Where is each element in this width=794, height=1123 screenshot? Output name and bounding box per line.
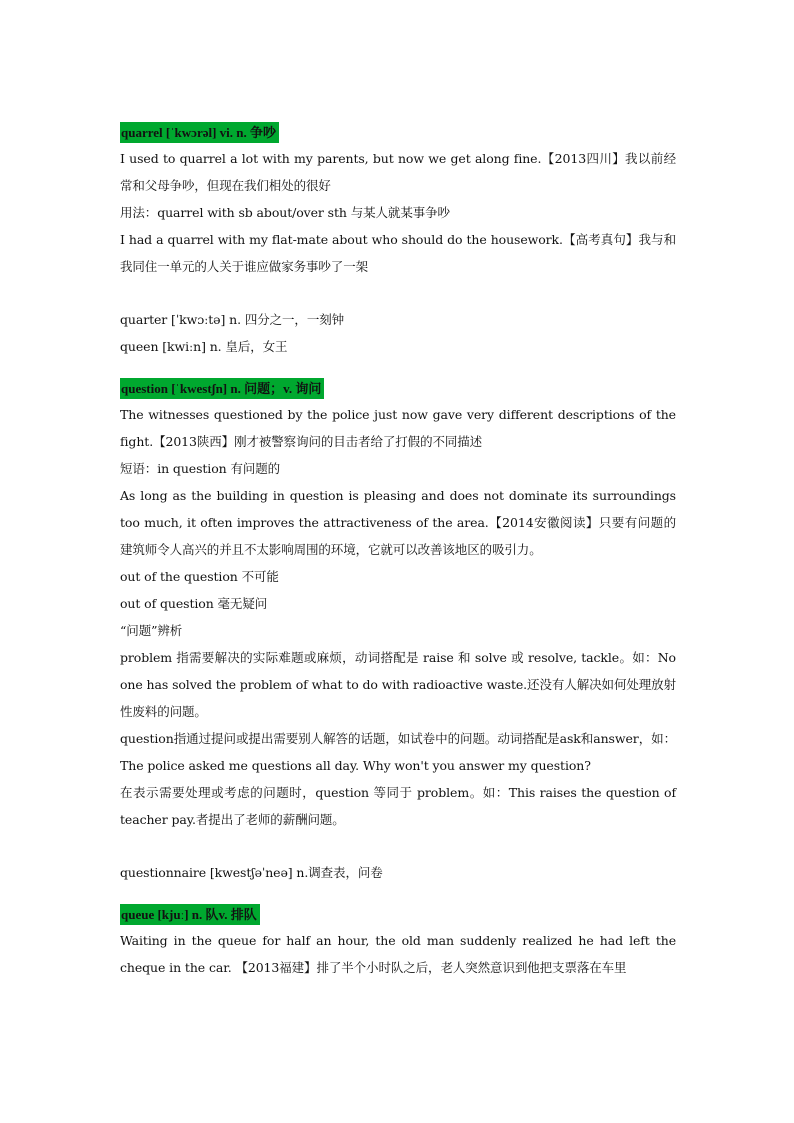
entry-question-header [120,375,676,401]
question-phrase-out-of-the-question: out of the question 不可能 [120,569,279,584]
entry-quarrel-header [120,119,676,145]
question-distinction-title: “问题”辨析 [120,623,183,638]
question-phrase-out-of-question: out of question 毫无疑问 [120,596,268,611]
question-phrase-label: 短语：in question 有问题的 [120,461,281,476]
question-distinction-problem: problem 指需要解决的实际难题或麻烦，动词搭配是 raise 和 solve 或 resolve, tackle。如：No one has solved the problem of what to do with radioactive waste.还没有人解决如何处理放射性废料的问题。 [120,650,676,719]
quarrel-example-2: I had a quarrel with my flat-mate about who should do the housework.【高考真句】我与和我同住一单元的人关于谁应做家务事吵了一架 [120,232,676,274]
headword-question: question [ˈkwestʃn] n. 问题；v. 询问 [120,378,324,399]
question-distinction-question: question指通过提问或提出需要别人解答的话题，如试卷中的问题。动词搭配是ask和answer，如：The police asked me questions all day. Why won't you answer my question? [120,731,676,773]
entry-quarter: quarter [ˈkwɔːtə] n. 四分之一，一刻钟 [120,312,345,327]
question-example-2: As long as the building in question is pleasing and does not dominate its surroundings too much, it often improves the attractiveness of the area.【2014安徽阅读】只要有问题的建筑师令人高兴的并且不太影响周围的环境，它就可以改善该地区的吸引力。 [120,488,676,557]
question-distinction-equivalence: 在表示需要处理或考虑的问题时，question 等同于 problem。如：This raises the question of teacher pay.者提出了老师的薪酬问题。 [120,785,676,827]
dictionary-content [120,119,676,981]
quarrel-usage: 用法：quarrel with sb about/over sth 与某人就某事争吵 [120,205,450,220]
entry-questionnaire: questionnaire [kwestʃəˈneə] n.调查表，问卷 [120,865,383,880]
entry-queue-header [120,901,676,927]
quarrel-example-1: I used to quarrel a lot with my parents, but now we get along fine.【2013四川】我以前经常和父母争吵，但现在我们相处的很好 [120,151,676,193]
entry-queen: queen [kwiːn] n. 皇后，女王 [120,339,288,354]
queue-example-1: Waiting in the queue for half an hour, the old man suddenly realized he had left the cheque in the car. 【2013福建】排了半个小时队之后，老人突然意识到他把支票落在车里 [120,933,676,975]
headword-queue: queue [kjuː] n. 队v. 排队 [120,904,260,925]
question-example-1: The witnesses questioned by the police just now gave very different descriptions of the fight.【2013陕西】刚才被警察询问的目击者给了打假的不同描述 [120,407,676,449]
headword-quarrel: quarrel [ˈkwɔrəl] vi. n. 争吵 [120,122,279,143]
